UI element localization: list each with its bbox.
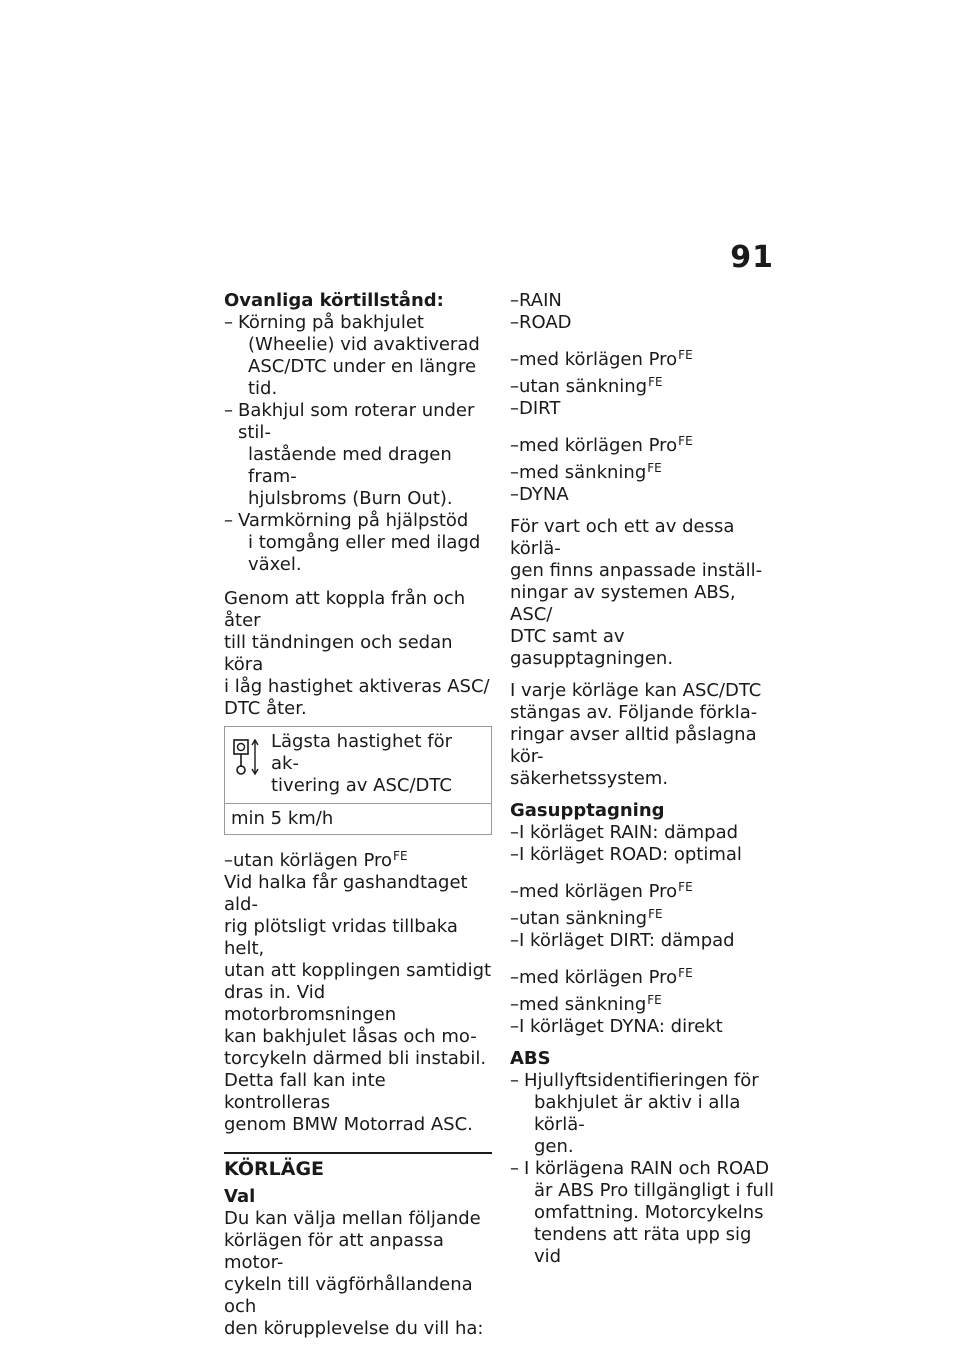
condition-with-lowering <box>510 457 776 484</box>
paragraph-reactivate <box>224 588 492 720</box>
mode-label: DIRT <box>519 398 561 419</box>
fe-marker: FE <box>648 907 663 921</box>
throttle-label: I körläget DIRT: dämpad <box>519 930 735 951</box>
text-line: I varje körläge kan ASC/DTC <box>510 680 762 701</box>
mode-label: DYNA <box>519 484 569 505</box>
paragraph-slippery <box>224 872 492 1136</box>
dash-bullet: – <box>510 1158 519 1179</box>
condition-with-pro <box>510 344 776 371</box>
list-item-line: (Wheelie) vid avaktiverad <box>248 334 480 355</box>
throttle-item <box>510 930 776 952</box>
dash-bullet: – <box>510 312 519 333</box>
text-line: ningar av systemen ABS, ASC/ <box>510 582 736 625</box>
dash-bullet: – <box>510 967 519 988</box>
dash-bullet: – <box>510 994 519 1015</box>
dash-bullet: – <box>224 510 233 531</box>
condition-label: utan sänkning <box>519 376 648 397</box>
list-item-line: lastående med dragen fram- <box>248 444 452 487</box>
dash-bullet: – <box>510 881 519 902</box>
paragraph-each-mode <box>510 516 776 670</box>
spec-value: min 5 km/h <box>231 808 334 829</box>
dash-bullet: – <box>510 844 519 865</box>
heading-throttle: Gasupptagning <box>510 800 665 821</box>
speedometer-min-icon <box>231 731 271 797</box>
dash-bullet: – <box>510 484 519 505</box>
text-line: För vart och ett av dessa körlä- <box>510 516 735 559</box>
dash-bullet: – <box>510 398 519 419</box>
condition-without-lowering <box>510 903 776 930</box>
list-item-line: ASC/DTC under en längre tid. <box>248 356 477 399</box>
condition-without-lowering <box>510 371 776 398</box>
heading-unusual-conditions: Ovanliga körtillstånd: <box>224 290 444 311</box>
text-line: kan bakhjulet låsas och mo- <box>224 1026 477 1047</box>
list-item-line: tendens att räta upp sig vid <box>534 1224 752 1267</box>
dash-bullet: – <box>510 930 519 951</box>
section-divider <box>224 1152 492 1154</box>
list-item <box>224 510 492 576</box>
condition-label: utan sänkning <box>519 908 648 929</box>
paragraph-choose <box>224 1208 492 1340</box>
page-number: 91 <box>730 240 774 275</box>
fe-marker: FE <box>647 461 662 475</box>
throttle-item <box>510 1016 776 1038</box>
text-line: stängas av. Följande förkla- <box>510 702 758 723</box>
list-item-line: I körlägena RAIN och ROAD <box>524 1158 770 1179</box>
list-item-line: är ABS Pro tillgängligt i full <box>534 1180 774 1201</box>
dash-bullet: – <box>510 290 519 311</box>
text-line: i låg hastighet aktiveras ASC/ <box>224 676 490 697</box>
text-line: Genom att koppla från och åter <box>224 588 466 631</box>
list-item <box>224 312 492 400</box>
condition-label: utan körlägen Pro <box>233 850 393 871</box>
throttle-label: I körläget DYNA: direkt <box>519 1016 723 1037</box>
text-line: DTC samt av gasupptagningen. <box>510 626 674 669</box>
text-line: Vid halka får gashandtaget ald- <box>224 872 468 915</box>
mode-label: RAIN <box>519 290 562 311</box>
dash-bullet: – <box>224 400 233 421</box>
text-line: säkerhetssystem. <box>510 768 669 789</box>
text-line: rig plötsligt vridas tillbaka helt, <box>224 916 458 959</box>
list-item-line: omfattning. Motorcykelns <box>534 1202 764 1223</box>
text-line: genom BMW Motorrad ASC. <box>224 1114 473 1135</box>
condition-label: med körlägen Pro <box>519 881 678 902</box>
text-line: Lägsta hastighet för ak- <box>271 731 452 774</box>
dash-bullet: – <box>224 850 233 871</box>
paragraph-disable <box>510 680 776 790</box>
text-line: tivering av ASC/DTC <box>271 775 452 796</box>
condition-with-lowering <box>510 989 776 1016</box>
text-line: utan att kopplingen samtidigt <box>224 960 492 981</box>
list-item-line: gen. <box>534 1136 574 1157</box>
dash-bullet: – <box>510 435 519 456</box>
mode-item <box>510 398 776 420</box>
list-item-line: Bakhjul som roterar under stil- <box>238 400 475 443</box>
throttle-item <box>510 822 776 844</box>
list-item-line: Hjullyftsidentifieringen för <box>524 1070 759 1091</box>
dash-bullet: – <box>510 1016 519 1037</box>
text-line: torcykeln därmed bli instabil. <box>224 1048 487 1069</box>
spec-table <box>224 726 492 835</box>
fe-marker: FE <box>678 966 693 980</box>
text-line: gen finns anpassade inställ- <box>510 560 763 581</box>
throttle-label: I körläget ROAD: optimal <box>519 844 742 865</box>
condition-with-pro <box>510 876 776 903</box>
throttle-label: I körläget RAIN: dämpad <box>519 822 739 843</box>
text-line: Detta fall kan inte kontrolleras <box>224 1070 386 1113</box>
spec-title <box>271 731 485 797</box>
fe-marker: FE <box>647 993 662 1007</box>
list-item <box>224 400 492 510</box>
list-item-line: hjulsbroms (Burn Out). <box>248 488 453 509</box>
text-line: dras in. Vid motorbromsningen <box>224 982 397 1025</box>
list-item-line: växel. <box>248 554 302 575</box>
condition-label: med körlägen Pro <box>519 349 678 370</box>
text-line: körlägen för att anpassa motor- <box>224 1230 444 1273</box>
text-line: Du kan välja mellan följande <box>224 1208 481 1229</box>
condition-label: med körlägen Pro <box>519 967 678 988</box>
fe-marker: FE <box>393 849 408 863</box>
fe-marker: FE <box>678 348 693 362</box>
dash-bullet: – <box>224 312 233 333</box>
condition-label: med körlägen Pro <box>519 435 678 456</box>
text-line: ringar avser alltid påslagna kör- <box>510 724 757 767</box>
list-item <box>510 1070 776 1158</box>
condition-with-pro <box>510 962 776 989</box>
list-item-line: bakhjulet är aktiv i alla körlä- <box>534 1092 741 1135</box>
condition-without-pro <box>224 845 492 872</box>
dash-bullet: – <box>510 376 519 397</box>
subheading-val: Val <box>224 1186 256 1207</box>
fe-marker: FE <box>678 880 693 894</box>
heading-abs: ABS <box>510 1048 551 1069</box>
condition-with-pro <box>510 430 776 457</box>
condition-label: med sänkning <box>519 994 647 1015</box>
dash-bullet: – <box>510 1070 519 1091</box>
mode-item <box>510 290 776 312</box>
dash-bullet: – <box>510 908 519 929</box>
spec-table-header <box>225 727 491 804</box>
throttle-item <box>510 844 776 866</box>
text-line: cykeln till vägförhållandena och <box>224 1274 473 1317</box>
list-item <box>510 1158 776 1268</box>
list-item-line: Körning på bakhjulet <box>238 312 424 333</box>
mode-label: ROAD <box>519 312 572 333</box>
fe-marker: FE <box>678 434 693 448</box>
dash-bullet: – <box>510 822 519 843</box>
section-title: KÖRLÄGE <box>224 1158 325 1180</box>
mode-item <box>510 312 776 334</box>
text-line: till tändningen och sedan köra <box>224 632 453 675</box>
dash-bullet: – <box>510 349 519 370</box>
condition-label: med sänkning <box>519 462 647 483</box>
fe-marker: FE <box>648 375 663 389</box>
list-item-line: i tomgång eller med ilagd <box>248 532 481 553</box>
dash-bullet: – <box>510 462 519 483</box>
left-column <box>224 290 492 1340</box>
right-column <box>510 290 776 1268</box>
text-line: den körupplevelse du vill ha: <box>224 1318 484 1339</box>
mode-item <box>510 484 776 506</box>
list-item-line: Varmkörning på hjälpstöd <box>238 510 469 531</box>
text-line: DTC åter. <box>224 698 307 719</box>
